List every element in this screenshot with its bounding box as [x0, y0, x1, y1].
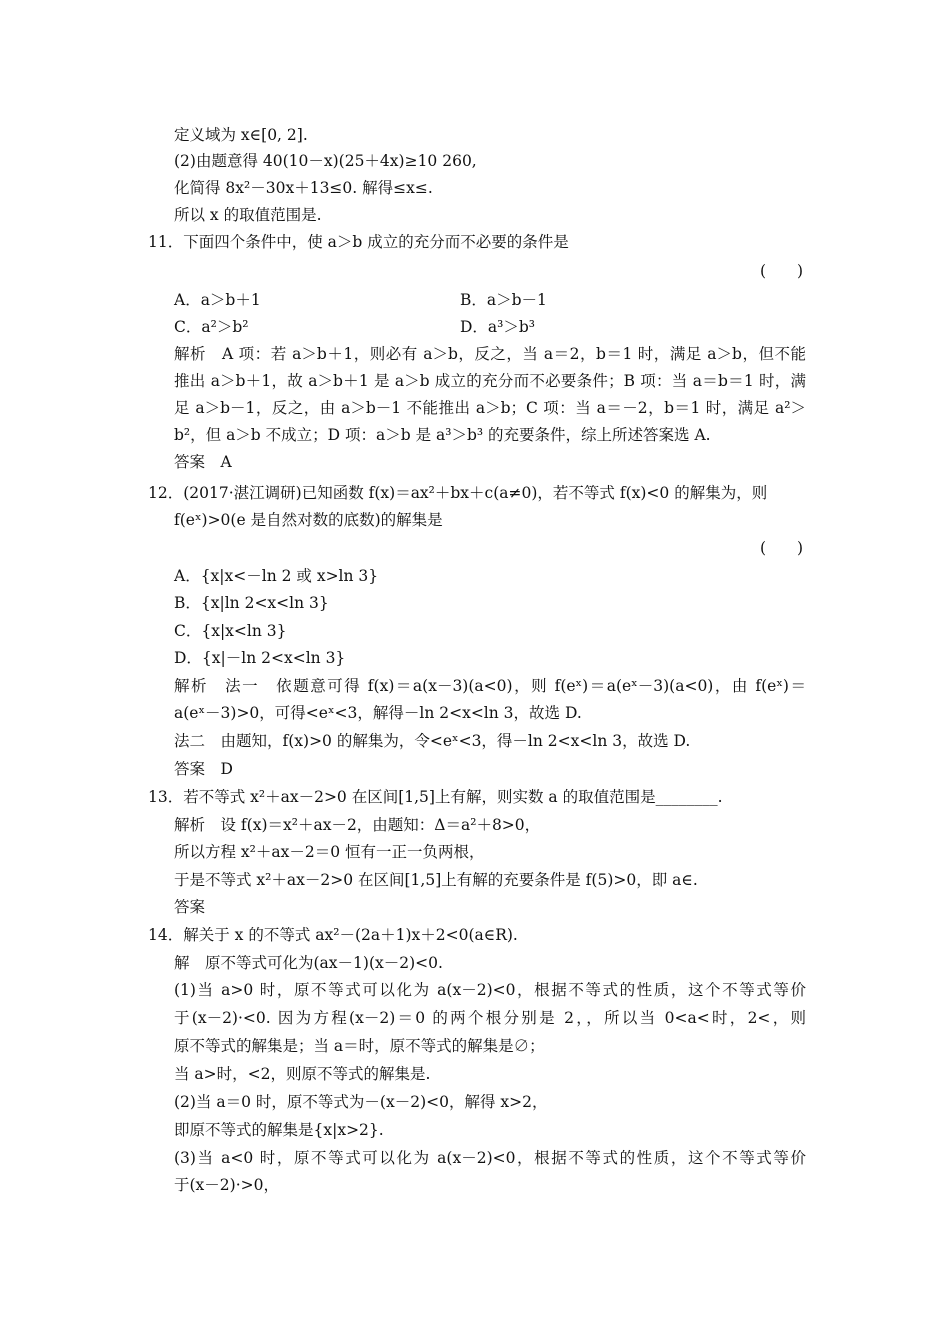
text-line: 化简得 8x²－30x＋13≤0. 解得≤x≤. — [174, 179, 433, 197]
answer-line: 答案 A — [174, 453, 232, 471]
solution-line: 当 a>时，<2，则原不等式的解集是. — [174, 1065, 431, 1083]
text-line: 定义域为 x∈[0, 2]. — [174, 126, 308, 144]
question-14: 14．解关于 x 的不等式 ax²－(2a＋1)x＋2<0(a∈R). — [148, 926, 518, 944]
option-b: B．a＞b－1 — [460, 291, 547, 309]
answer-bracket: ( ) — [760, 539, 804, 557]
question-12-cont: f(eˣ)>0(e 是自然对数的底数)的解集是 — [174, 511, 443, 529]
answer-line: 答案 — [174, 898, 206, 916]
solution-line: (3)当 a<0 时，原不等式可以化为 a(x－2)<0，根据不等式的性质，这个不等式等价 — [174, 1149, 806, 1167]
solution-line: b²，但 a＞b 不成立；D 项：a＞b 是 a³＞b³ 的充要条件，综上所述答案选 A. — [174, 426, 711, 444]
solution-line: (1)当 a>0 时，原不等式可以化为 a(x－2)<0，根据不等式的性质，这个不等式等价 — [174, 981, 806, 999]
solution-line: 原不等式的解集是；当 a＝时，原不等式的解集是∅； — [174, 1037, 545, 1055]
option-d: D．a³＞b³ — [460, 318, 536, 336]
solution-line: 于(x－2)·<0. 因为方程(x－2)＝0 的两个根分别是 2，，所以当 0<a<时，2<，则 — [174, 1009, 806, 1027]
solution-line: 法二 由题知，f(x)>0 的解集为，令<eˣ<3，得－ln 2<x<ln 3，故选 D. — [174, 732, 691, 750]
solution-line: 足 a＞b－1，反之，由 a＞b－1 不能推出 a＞b；C 项：当 a＝－2，b＝1 时，满足 a²＞ — [174, 399, 806, 417]
answer-line: 答案 D — [174, 760, 233, 778]
solution-line: 所以方程 x²＋ax－2＝0 恒有一正一负两根， — [174, 843, 485, 861]
text-line: (2)由题意得 40(10－x)(25＋4x)≥10 260, — [174, 152, 477, 170]
option-c: C．{x|x<ln 3} — [174, 622, 287, 640]
option-a: A．a＞b＋1 — [174, 291, 261, 309]
solution-line: 即原不等式的解集是{x|x>2}. — [174, 1121, 384, 1139]
question-13: 13．若不等式 x²＋ax－2>0 在区间[1,5]上有解，则实数 a 的取值范围是________. — [148, 788, 723, 806]
solution-line: 解析 法一 依题意可得 f(x)＝a(x－3)(a<0)，则 f(eˣ)＝a(eˣ－3)(a<0)，由 f(eˣ)＝ — [174, 677, 806, 695]
answer-bracket: ( ) — [760, 262, 804, 280]
solution-line: a(eˣ－3)>0，可得<eˣ<3，解得－ln 2<x<ln 3，故选 D. — [174, 704, 582, 722]
solution-line: 解析 设 f(x)＝x²＋ax－2，由题知：Δ＝a²＋8>0， — [174, 816, 541, 834]
solution-line: 于是不等式 x²＋ax－2>0 在区间[1,5]上有解的充要条件是 f(5)>0，即 a∈. — [174, 871, 698, 889]
option-c: C．a²＞b² — [174, 318, 249, 336]
option-a: A．{x|x<－ln 2 或 x>ln 3} — [174, 567, 379, 585]
question-12: 12．(2017·湛江调研)已知函数 f(x)＝ax²＋bx＋c(a≠0)，若不等式 f(x)<0 的解集为，则 — [148, 484, 768, 502]
text-line: 所以 x 的取值范围是. — [174, 206, 322, 224]
question-11: 11．下面四个条件中，使 a＞b 成立的充分而不必要的条件是 — [148, 233, 569, 251]
solution-line: 解析 A 项：若 a＞b＋1，则必有 a＞b，反之，当 a＝2，b＝1 时，满足 a＞b，但不能 — [174, 345, 806, 363]
solution-line: 推出 a＞b＋1，故 a＞b＋1 是 a＞b 成立的充分而不必要条件；B 项：当 a＝b＝1 时，满 — [174, 372, 806, 390]
option-d: D．{x|－ln 2<x<ln 3} — [174, 649, 346, 667]
solution-line: (2)当 a＝0 时，原不等式为－(x－2)<0，解得 x>2， — [174, 1093, 548, 1111]
option-b: B．{x|ln 2<x<ln 3} — [174, 594, 329, 612]
solution-line: 解 原不等式可化为(ax－1)(x－2)<0. — [174, 954, 443, 972]
solution-line: 于(x－2)·>0， — [174, 1176, 279, 1194]
